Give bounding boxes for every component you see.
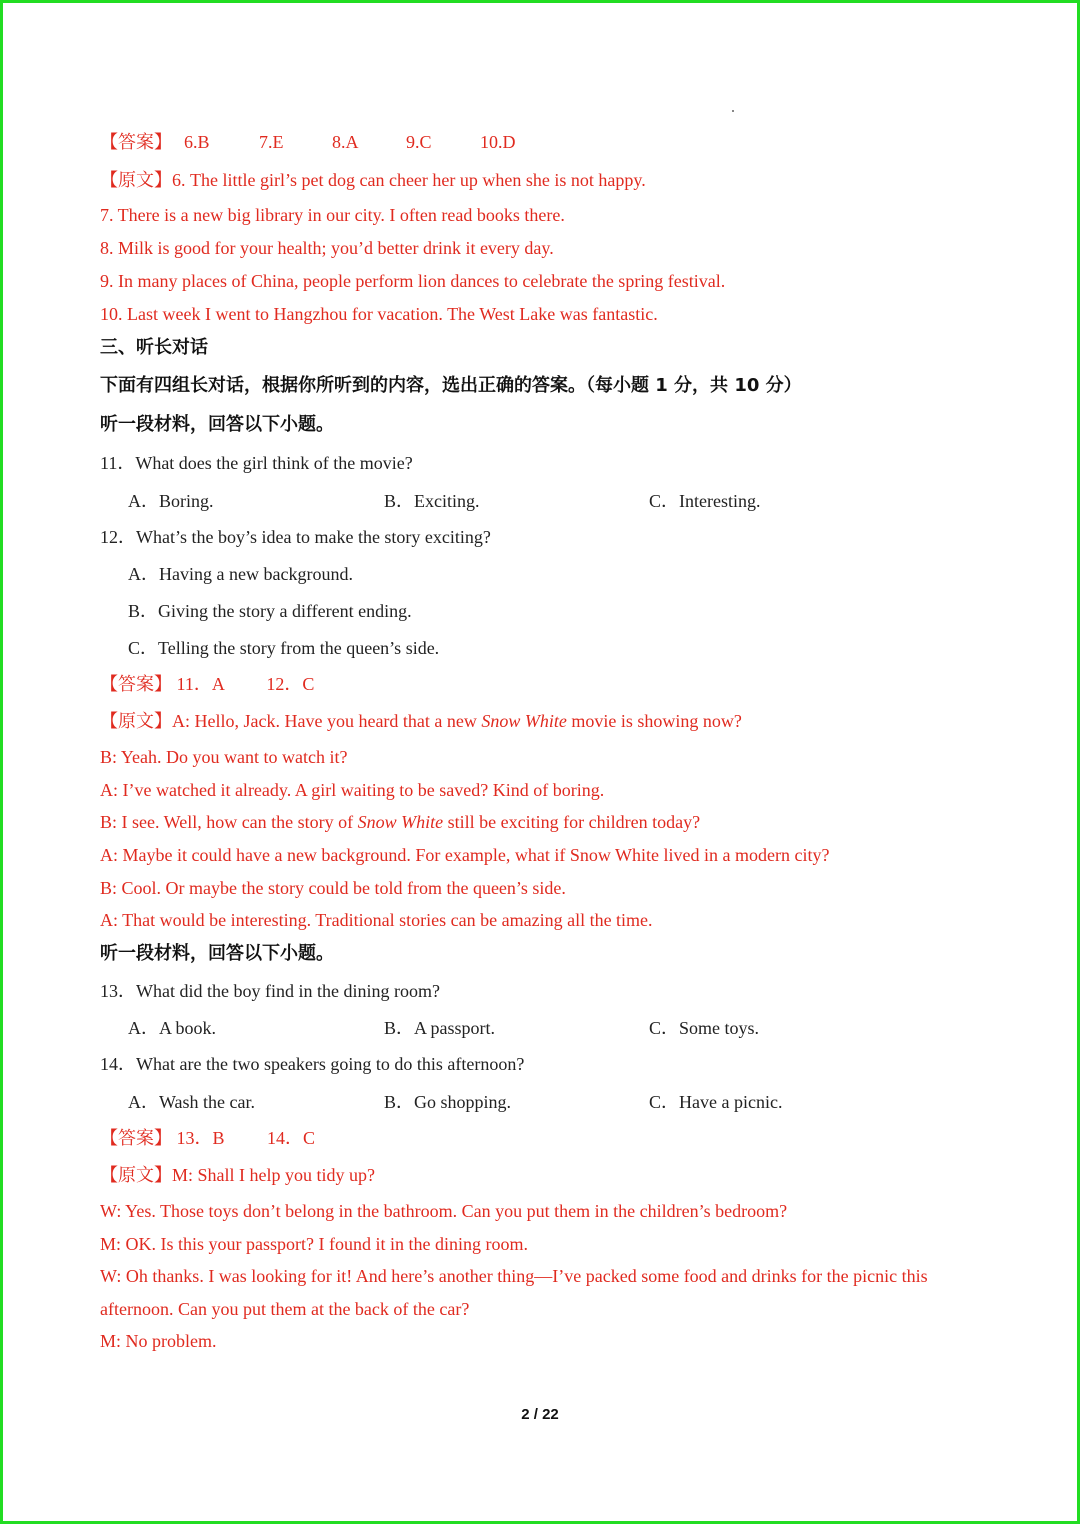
dialogue-text: M: Shall I help you tidy up? xyxy=(172,1165,375,1185)
q12-option-a: A．Having a new background. xyxy=(128,564,353,584)
group-intro: 听一段材料，回答以下小题。 xyxy=(100,414,334,435)
dialogue1-line-7: A: That would be interesting. Traditional stories can be amazing all the time. xyxy=(100,910,653,930)
question-11: 11．What does the girl think of the movie? xyxy=(100,453,413,473)
answer-line-13-14 xyxy=(100,1126,315,1150)
answer-8: 8.A xyxy=(332,132,359,152)
dialogue-text: movie is showing now? xyxy=(566,711,742,731)
dialogue2-line-1 xyxy=(100,1163,375,1187)
answer-13: 13．B xyxy=(176,1128,225,1148)
q14-option-c: C．Have a picnic. xyxy=(649,1092,783,1112)
q12-option-b: B．Giving the story a different ending. xyxy=(128,601,412,621)
answer-10: 10.D xyxy=(480,132,516,152)
question-14: 14．What are the two speakers going to do this afternoon? xyxy=(100,1054,525,1074)
q13-option-a: A．A book. xyxy=(128,1018,217,1038)
q14-option-b: B．Go shopping. xyxy=(384,1092,512,1112)
source-line-9: 9. In many places of China, people perform lion dances to celebrate the spring festival. xyxy=(100,271,726,291)
answer-11: 11．A xyxy=(176,674,224,694)
dialogue-text: still be exciting for children today? xyxy=(443,812,701,832)
source-bracket: 【原文】 xyxy=(100,170,172,190)
question-13: 13．What did the boy find in the dining room? xyxy=(100,981,440,1001)
source-bracket: 【原文】 xyxy=(100,1165,172,1185)
q11-option-b: B．Exciting. xyxy=(384,491,480,511)
group-intro-2: 听一段材料，回答以下小题。 xyxy=(100,943,334,964)
dialogue1-line-5: A: Maybe it could have a new background. For example, what if Snow White lived in a modern city? xyxy=(100,845,830,865)
source-text: 6. The little girl’s pet dog can cheer her up when she is not happy. xyxy=(172,170,646,190)
q13-option-b: B．A passport. xyxy=(384,1018,496,1038)
dialogue2-line-5: afternoon. Can you put them at the back of the car? xyxy=(100,1299,470,1319)
q11-option-c: C．Interesting. xyxy=(649,491,761,511)
dialogue2-line-4: W: Oh thanks. I was looking for it! And here’s another thing—I’ve packed some food and drinks for the picnic this xyxy=(100,1266,928,1286)
dialogue2-line-2: W: Yes. Those toys don’t belong in the bathroom. Can you put them in the children’s bedroom? xyxy=(100,1201,788,1221)
page-number: 2 / 22 xyxy=(521,1406,559,1423)
answer-line-6-10 xyxy=(100,130,516,154)
dialogue2-line-6: M: No problem. xyxy=(100,1331,217,1351)
answer-9: 9.C xyxy=(406,132,432,152)
answer-14: 14．C xyxy=(267,1128,316,1148)
story-title: Snow White xyxy=(357,812,444,832)
answer-bracket: 【答案】 xyxy=(100,1128,172,1148)
dialogue1-line-2: B: Yeah. Do you want to watch it? xyxy=(100,747,348,767)
dialogue-text: B: I see. Well, how can the story of xyxy=(100,812,358,832)
answer-12: 12．C xyxy=(266,674,315,694)
source-line-10: 10. Last week I went to Hangzhou for vacation. The West Lake was fantastic. xyxy=(100,304,658,324)
source-bracket: 【原文】 xyxy=(100,711,172,731)
source-line-7: 7. There is a new big library in our city. I often read books there. xyxy=(100,205,565,225)
dialogue1-line-6: B: Cool. Or maybe the story could be told from the queen’s side. xyxy=(100,878,566,898)
source-line-8: 8. Milk is good for your health; you’d better drink it every day. xyxy=(100,238,554,258)
dialogue1-line-4 xyxy=(100,810,700,834)
movie-title: Snow White xyxy=(481,711,567,731)
q11-option-a: A．Boring. xyxy=(128,491,214,511)
dialogue1-line-3: A: I’ve watched it already. A girl waiting to be saved? Kind of boring. xyxy=(100,780,605,800)
answer-6: 6.B xyxy=(184,132,210,152)
answer-bracket: 【答案】 xyxy=(100,674,172,694)
answer-line-11-12 xyxy=(100,672,314,696)
q12-option-c: C．Telling the story from the queen’s side. xyxy=(128,638,440,658)
answer-bracket: 【答案】 xyxy=(100,132,172,152)
source-line-6 xyxy=(100,168,646,192)
answer-7: 7.E xyxy=(259,132,284,152)
speck xyxy=(732,110,734,112)
section-heading: 三、听长对话 xyxy=(100,337,208,358)
q13-option-c: C．Some toys. xyxy=(649,1018,760,1038)
dialogue-text: A: Hello, Jack. Have you heard that a new xyxy=(172,711,482,731)
q14-option-a: A．Wash the car. xyxy=(128,1092,256,1112)
section-instruction: 下面有四组长对话，根据你所听到的内容，选出正确的答案。（每小题 1 分，共 10 分） xyxy=(100,375,802,396)
dialogue2-line-3: M: OK. Is this your passport? I found it in the dining room. xyxy=(100,1234,528,1254)
dialogue1-line-1 xyxy=(100,709,742,733)
question-12: 12．What’s the boy’s idea to make the story exciting? xyxy=(100,527,491,547)
